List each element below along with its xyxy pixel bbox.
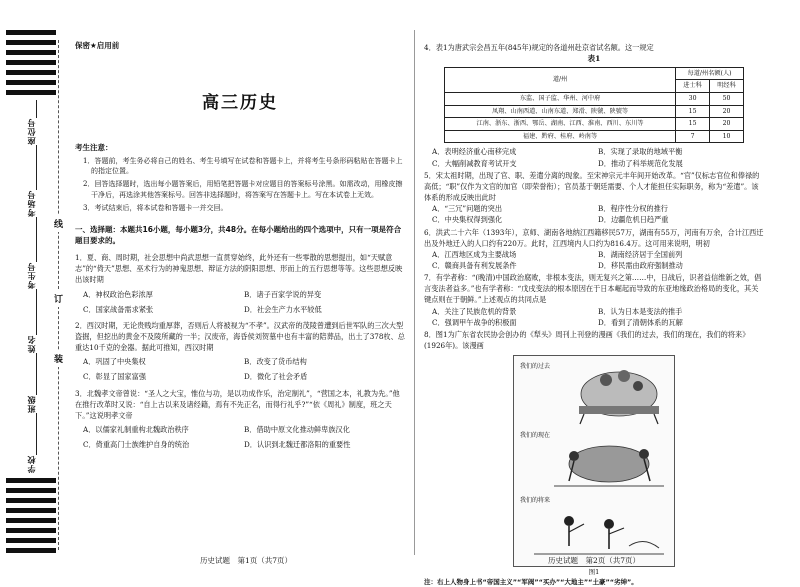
notice-item: 1．答题前，考生务必将自己的姓名、考生号填写在试卷和答题卡上，并将考生号条形码粘贴在答题卡上的指定位置。	[83, 156, 403, 176]
binding-stripe	[6, 548, 56, 553]
binding-stripe	[6, 498, 56, 503]
cartoon-label: 我们的过去	[520, 363, 551, 371]
option: C．倚重高门士族维护自身的统治	[83, 440, 190, 450]
table-cell: 凤翔、山南西道、山南东道、郑滑、陕虢、陕號等	[445, 105, 676, 118]
binding-stripe	[6, 478, 56, 483]
option: C．中央集权得到强化	[432, 215, 503, 225]
section-heading: 一、选择题：本题共16小题，每小题3分，共48分。在每小题给出的四个选项中，只有一项是符合题目要求的。	[75, 224, 402, 246]
page-title: 高三历史	[202, 92, 278, 113]
binding-stripe	[6, 488, 56, 493]
question-stem: 5．宋太祖时期，出现了官、职、差遣分离的现象。至宋神宗元丰年间开始改革。“官”仅标志官位和俸禄的高低；“职”仅作为文官的加官（即荣誉衔）；官员基于朝廷需要、个人才能担任实际职务，称为“差遣”。该体系的形成反映出此时	[424, 170, 760, 203]
option: C．大幅削减教育考试开支	[432, 158, 517, 168]
column-divider	[414, 30, 415, 555]
binding-stripe	[6, 40, 56, 45]
notice-item: 3．考试结束后，将本试卷和答题卡一并交回。	[83, 203, 228, 212]
quota-table	[444, 67, 744, 144]
option: A．表明经济重心南移完成	[432, 147, 517, 157]
table-header: 进士科	[676, 80, 710, 93]
cartoon-label: 我们的现在	[520, 432, 551, 440]
student-number-label: 考生号	[27, 262, 36, 289]
table-header: 明经科	[710, 80, 744, 93]
table-cell: 东监、国子监、华州、河中府	[445, 93, 676, 106]
seat-number-label: 座位号	[27, 118, 36, 145]
question-stem: 1．夏、商、周时期，社会思想中尚武思想一直贯穿始终，此外还有一些零散的思想提出，如“天赋意志”的“倚天”思想、巫术行为的神鬼思想、辩证方法的阴阳思想、形而上的五行思想等等。这些思想反映出该时期	[75, 253, 403, 285]
table-row	[445, 130, 744, 143]
table-cell: 20	[710, 118, 744, 131]
table-cell: 20	[710, 105, 744, 118]
notice-item: 2．回答选择题时，选出每小题答案后，用铅笔把答题卡对应题目的答案标号涂黑。如需改动，用橡皮擦干净后，再选涂其他答案标号。回答非选择题时，将答案写在答题卡上。写在本试卷上无效。	[83, 180, 403, 200]
option: A．关注了民族危机的背景	[432, 306, 517, 316]
option: C．强调甲午战争的积极面	[432, 317, 517, 327]
binding-stripe	[6, 70, 56, 75]
option: D．移民需由政府强制推动	[598, 261, 683, 270]
cut-word: 装	[54, 350, 63, 367]
question-stem: 8．图1为广东省农民协会创办的《犁头》周刊上刊登的漫画《我们的过去，我们的现在，我们的将来》(1926年)。该漫画	[424, 329, 750, 351]
question-stem: 6．洪武二十六年（1393年），京师、湖南各地纳江西籍移民57万，湖南有55万，河南有万余，合计江西迁出及外地迁入的人口约有220万。此时，江西境内人口约为816.4万。这可用来说明，明初	[424, 227, 764, 248]
name-label: 姓名	[27, 335, 36, 353]
option: B．认为日本是变法的推手	[598, 306, 683, 316]
table-cell: 7	[676, 130, 710, 143]
option: B．实现了录取的地域平衡	[598, 147, 683, 157]
question-stem: 7．有学者称：“(晚清)中国政治腐败，非根本变法，则无复兴之第……中，日战后，识者益信维新之效，倡言变法者益多。”也有学者称：“戊戌变法的根本原因在于日本崛起而导致的东亚地缘政治格局的变化，其关键点则在于朝鲜。”上述观点的共同点是	[424, 273, 762, 305]
option: A．神权政治色彩浓厚	[83, 289, 153, 299]
binding-stripe	[6, 528, 56, 533]
binding-stripe	[6, 80, 56, 85]
option: B．改变了货币结构	[244, 357, 307, 367]
question-1	[75, 252, 405, 315]
binding-stripe	[6, 60, 56, 65]
option: B．程序性分权的推行	[598, 204, 668, 214]
figure-note: 注：右上人物身上书“帝国主义”“军阀”“买办”“大地主”“土豪”“劣绅”。	[424, 578, 638, 587]
table-title: 表1	[587, 54, 601, 64]
cut-word: 订	[54, 290, 63, 307]
option: C．国家战备需求紧张	[83, 304, 154, 314]
option: A．“三冗”问题的突出	[432, 204, 503, 214]
table-header: 道/州	[445, 67, 676, 92]
page-footer: 历史试题 第1页（共7页）	[200, 556, 293, 565]
table-cell: 50	[710, 93, 744, 106]
left-column	[75, 40, 405, 450]
notice-heading: 考生注意：	[75, 142, 113, 152]
table-row	[445, 93, 744, 106]
binding-margin	[0, 0, 62, 579]
option: D．推动了科举规范化发展	[598, 158, 683, 168]
class-label: 班级	[27, 395, 36, 413]
table-cell: 15	[676, 105, 710, 118]
option: D．微化了社会矛盾	[244, 372, 308, 382]
table-row	[445, 105, 744, 118]
question-3	[75, 388, 405, 451]
table-cell: 30	[676, 93, 710, 106]
question-2	[75, 320, 405, 383]
figure-caption: 图1	[588, 568, 600, 577]
binding-stripe	[6, 508, 56, 513]
option: D．看到了清朝体系的瓦解	[598, 317, 683, 327]
option: A．江西地区成为主要战场	[432, 249, 517, 259]
option: D．社会生产力水平较低	[244, 304, 322, 314]
option: B．湖南经济居于全国前列	[598, 249, 683, 259]
table-cell: 江南、浙东、浙西、鄂岳、湖南、江西、淮南、西川、东川等	[445, 118, 676, 131]
binding-stripe	[6, 30, 56, 35]
table-cell: 10	[710, 130, 744, 143]
option: A．以儒家礼制重构北魏政治秩序	[83, 425, 189, 435]
cartoon-figure	[513, 355, 675, 567]
binding-stripe	[6, 518, 56, 523]
option: C．赣商具备有利发展条件	[432, 261, 517, 270]
table-row	[445, 118, 744, 131]
question-stem: 2．西汉时期，无论贵贱均重厚葬，否则后人将被视为“不孝”。汉武帝的茂陵曾遭到后世军队的三次大型盗掘，但挖出的黄金不及陵所藏的一半；汉废帝，海昏侯刘贺墓中也有丰富的陪葬品，出土了378枚、总重达10千克的金器。据此可推知，西汉时期	[75, 320, 405, 353]
option: B．借助中原文化推动鲜卑族汉化	[244, 425, 350, 435]
option: B．诸子百家学说的异变	[244, 289, 322, 299]
school-label: 学校	[27, 455, 36, 473]
option: A．巩固了中央集权	[83, 357, 146, 367]
option: D．认识到北魏迁都洛阳的重要性	[244, 440, 351, 450]
question-stem: 3．北魏孝文帝曾说：“圣人之大宝，惟位与功，是以功成作乐，治定制礼”，“营国之本，礼教为先。”他在推行改革时又说：“自上古以来及诸经籍，焉有不先正名，而得行礼乎?”“依《周礼》制度，班之天下。”这说明孝文帝	[75, 388, 400, 420]
right-column	[424, 42, 764, 587]
binding-stripe	[6, 90, 56, 95]
binding-stripe	[6, 538, 56, 543]
exam-room-label: 考场号	[27, 190, 36, 217]
notice-block	[75, 142, 405, 214]
option: D．边疆危机日趋严重	[598, 215, 669, 225]
question-stem: 4．表1为唐武宗会昌五年(845年)规定的各道州赴京省试名额。这一规定	[424, 43, 654, 52]
option: C．彰显了国家富强	[83, 372, 147, 382]
table-cell: 15	[676, 118, 710, 131]
cartoon-label: 我们的将来	[520, 497, 551, 505]
cartoon-drawing	[514, 356, 674, 566]
page-footer: 历史试题 第2页（共7页）	[548, 556, 641, 565]
binding-stripe	[6, 50, 56, 55]
secret-mark: 保密★启用前	[75, 41, 120, 50]
table-header: 每道/州名额(人)	[676, 67, 744, 80]
cut-word: 线	[54, 215, 63, 232]
table-cell: 福建、黔府、桂府、岭南等	[445, 130, 676, 143]
